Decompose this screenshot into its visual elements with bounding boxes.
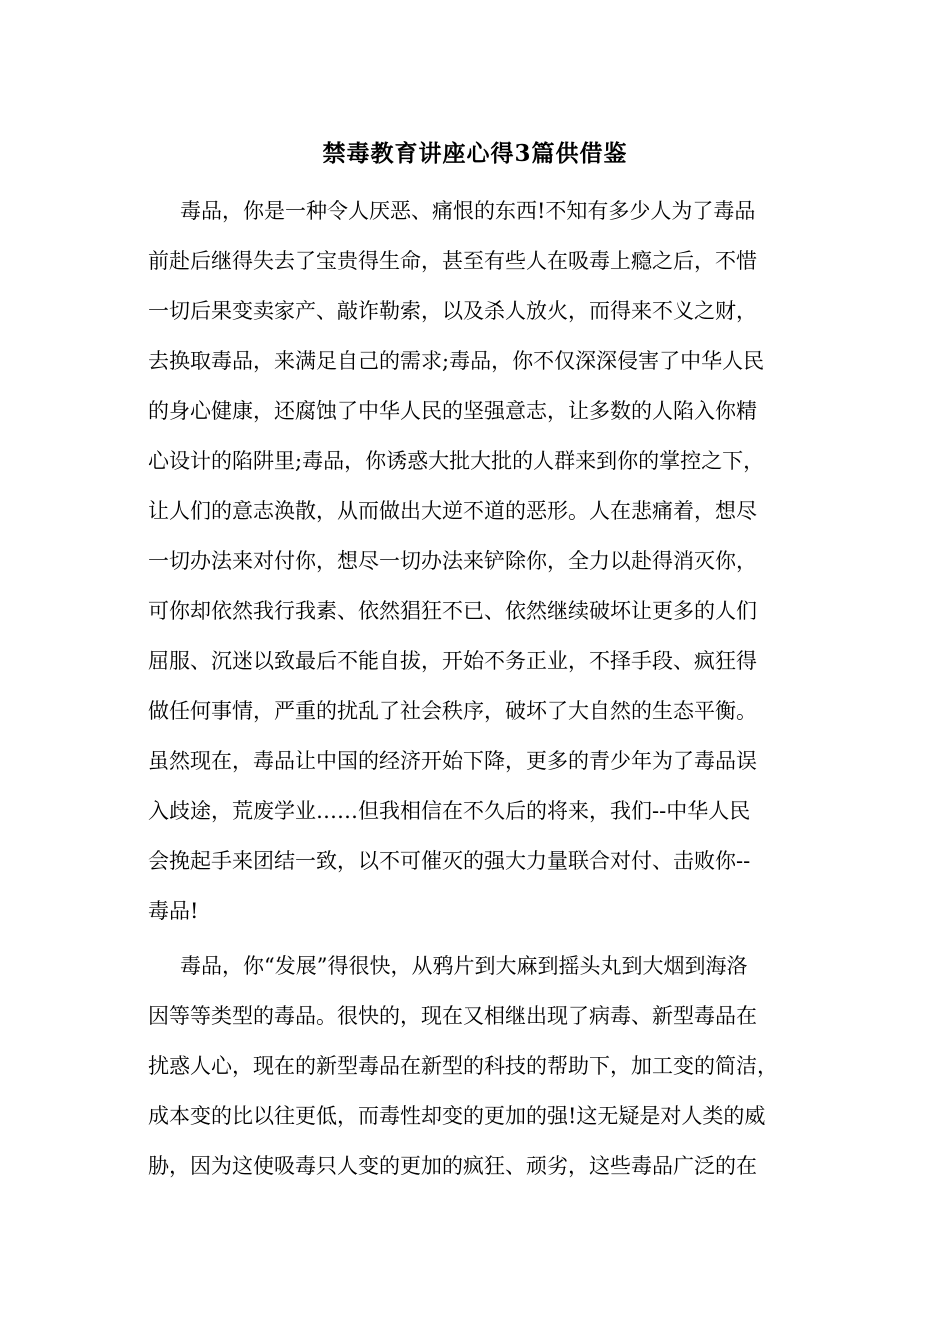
text-line: 扰惑人心，现在的新型毒品在新型的科技的帮助下，加工变的简洁， — [148, 1054, 778, 1078]
paragraph-2 — [148, 941, 808, 1191]
text-line: 前赴后继得失去了宝贵得生命，甚至有些人在吸毒上瘾之后，不惜 — [148, 249, 757, 273]
text-line: 毒品! — [148, 899, 199, 923]
text-line: 一切办法来对付你，想尽一切办法来铲除你，全力以赴得消灭你， — [148, 549, 757, 573]
text-line: 让人们的意志涣散，从而做出大逆不道的恶形。人在悲痛着，想尽 — [148, 499, 757, 523]
text-line: 毒品，你是一种令人厌恶、痛恨的东西!不知有多少人为了毒品 — [180, 199, 756, 223]
paragraph-body — [148, 186, 808, 936]
text-line: 一切后果变卖家产、敲诈勒索，以及杀人放火，而得来不义之财， — [148, 299, 757, 323]
text-line: 做任何事情，严重的扰乱了社会秩序，破坏了大自然的生态平衡。 — [148, 699, 757, 723]
text-line: 会挽起手来团结一致，以不可催灭的强大力量联合对付、击败你-- — [148, 849, 751, 873]
text-line: 去换取毒品，来满足自己的需求;毒品，你不仅深深侵害了中华人民 — [148, 349, 765, 373]
text-line: 的身心健康，还腐蚀了中华人民的坚强意志，让多数的人陷入你精 — [148, 399, 757, 423]
document-title: 禁毒教育讲座心得3篇供借鉴 — [322, 140, 628, 167]
paragraph-body — [148, 941, 808, 1191]
text-line: 虽然现在，毒品让中国的经济开始下降，更多的青少年为了毒品误 — [148, 749, 757, 773]
paragraph-1 — [148, 186, 808, 936]
text-line: 心设计的陷阱里;毒品，你诱惑大批大批的人群来到你的掌控之下， — [148, 449, 765, 473]
text-line: 成本变的比以往更低，而毒性却变的更加的强!这无疑是对人类的威 — [148, 1104, 766, 1128]
text-line: 胁，因为这使吸毒只人变的更加的疯狂、顽劣，这些毒品广泛的在 — [148, 1154, 757, 1178]
text-line: 可你却依然我行我素、依然猖狂不已、依然继续破坏让更多的人们 — [148, 599, 757, 623]
text-line: 入歧途，荒废学业……但我相信在不久后的将来，我们--中华人民 — [148, 799, 751, 823]
text-line: 屈服、沉迷以致最后不能自拔，开始不务正业，不择手段、疯狂得 — [148, 649, 757, 673]
text-line: 毒品，你“发展”得很快，从鸦片到大麻到摇头丸到大烟到海洛 — [180, 954, 748, 978]
text-line: 因等等类型的毒品。很快的，现在又相继出现了病毒、新型毒品在 — [148, 1004, 757, 1028]
